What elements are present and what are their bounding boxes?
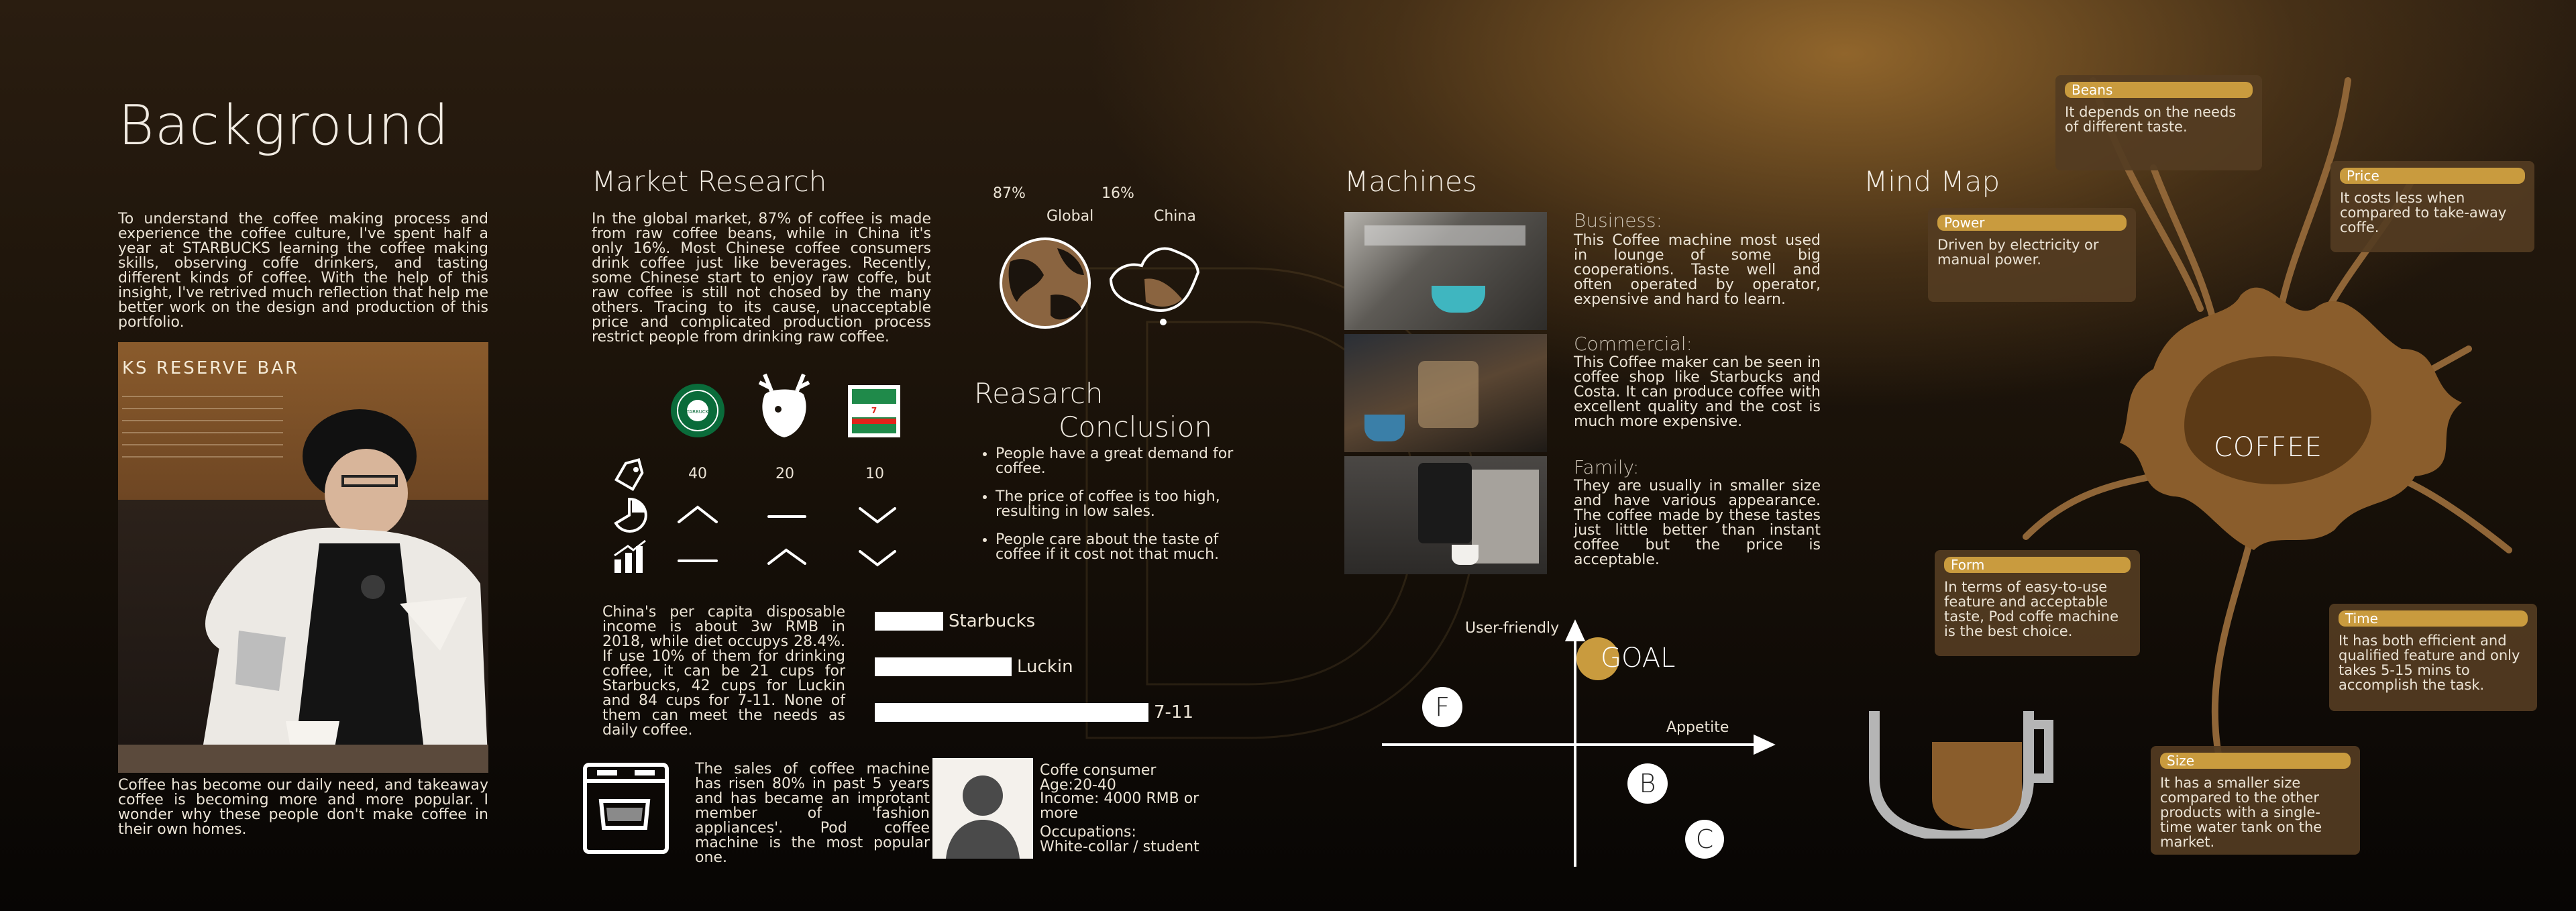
beans-card <box>2055 75 2262 170</box>
coffee-machine-icon <box>581 761 671 856</box>
time-card <box>2329 604 2537 711</box>
globe-icon <box>997 235 1093 331</box>
power-tag: Power <box>1937 215 2127 231</box>
bar-luckin <box>875 657 1012 676</box>
disposable-income-text: China's per capita disposable income is about 3w RMB in 2018, while diet occupys 28.4%. If use 10% of them for drinking coffee, it can be 21 cups for Starbucks, 42 cups for Luckin and 84 cups for 7-11. None of them can meet the needs as daily coffee. <box>602 604 845 739</box>
commercial-machine-photo <box>1344 334 1547 452</box>
price-starbucks: 40 <box>688 466 707 482</box>
research-title: Reasarch <box>974 377 1104 410</box>
consumer-title: Coffe consumer <box>1040 762 1157 779</box>
price-card <box>2330 161 2534 252</box>
china-label: China <box>1154 208 1196 225</box>
beans-tag: Beans <box>2065 82 2253 98</box>
bar-label: 7-11 <box>1154 702 1194 722</box>
y-axis-label: User-friendly <box>1465 620 1560 637</box>
chevron-up-icon <box>769 550 805 564</box>
commercial-title: Commercial: <box>1574 333 1693 355</box>
bar-label: Luckin <box>1017 657 1073 677</box>
beans-text: It depends on the needs of different taste. <box>2065 104 2237 135</box>
coffee-cup-icon <box>1868 704 2062 839</box>
bar-starbucks <box>875 612 943 631</box>
family-title: Family: <box>1574 456 1640 478</box>
marker-b: B <box>1627 763 1668 804</box>
consumer-occupations-label: Occupations: <box>1040 824 1136 841</box>
x-axis-label: Appetite <box>1666 719 1729 736</box>
business-text: This Coffee machine most used in lounge of some big cooperations. Taste well and often operated by operator, expensive and hard to learn. <box>1574 232 1821 308</box>
price-tag-icon <box>609 456 648 495</box>
consumer-occupations: White-collar / student <box>1040 839 1199 855</box>
commercial-text: This Coffee maker can be seen in coffee shop like Starbucks and Costa. It can produce coffee with excellent quality and the cost is much more expensive. <box>1574 354 1821 430</box>
business-title: Business: <box>1574 209 1663 231</box>
luckin-deer-logo <box>751 368 817 441</box>
background-outro: Coffee has become our daily need, and takeaway coffee is becoming more and more popular. I wonder why these people don't make coffee in their own homes. <box>118 777 488 838</box>
pie-chart-icon <box>610 496 648 534</box>
family-machine-photo <box>1344 456 1547 574</box>
chevron-down-icon <box>860 508 895 522</box>
machine-sales-text: The sales of coffee machine has risen 80% in past 5 years and has became an improtant member of 'fashion appliances'. Pod coffee machine is the most popular one. <box>695 761 930 866</box>
coffee-center-label: COFFEE <box>2214 432 2322 463</box>
market-research-title: Market Research <box>592 165 827 198</box>
china-map-icon <box>1104 239 1205 330</box>
barista-figure <box>118 342 488 773</box>
global-percentage: 87% <box>993 185 1026 202</box>
marker-c: C <box>1685 820 1724 859</box>
business-machine-photo <box>1344 212 1547 330</box>
china-percentage: 16% <box>1102 185 1134 202</box>
form-tag: Form <box>1944 557 2131 573</box>
svg-text:STARBUCKS: STARBUCKS <box>684 409 712 415</box>
price-luckin: 20 <box>775 466 794 482</box>
size-text: It has a smaller size compared to the other products with a single-time water tank on the market. <box>2160 775 2322 850</box>
global-label: Global <box>1046 208 1094 225</box>
starbucks-logo <box>669 382 726 439</box>
background-intro: To understand the coffee making process and experience the coffee culture, I've spent half a year at STARBUCKS learning the coffee making skills, observing coffe drinkers, and tasting different kinds of coffee. With the help of this insight, I've retrived much reflection that help me better work on the design and production of this portfolio. <box>118 211 488 331</box>
marker-f: F <box>1422 687 1462 727</box>
chevron-up-icon <box>679 507 716 522</box>
consumer-avatar-icon <box>932 758 1033 859</box>
trend-marks <box>671 503 906 570</box>
price-tag: Price <box>2340 168 2525 184</box>
consumer-age: Age:20-40 <box>1040 777 1116 794</box>
chevron-down-icon <box>860 551 895 565</box>
background-title: Background <box>118 94 449 158</box>
conclusion-item: • People have a great demand for coffee. <box>996 447 1244 476</box>
time-tag: Time <box>2339 610 2528 627</box>
seven-eleven-logo <box>847 384 902 439</box>
power-text: Driven by electricity or manual power. <box>1937 237 2099 268</box>
cups-bar-chart <box>872 604 1221 731</box>
time-text: It has both efficient and qualified feature and only takes 5-15 mins to accomplish the task. <box>2339 633 2520 693</box>
mind-map-title: Mind Map <box>1864 165 2000 198</box>
conclusion-title: Conclusion <box>1059 411 1212 443</box>
goal-label: GOAL <box>1601 643 1676 674</box>
reserve-bar-sign-text: KS RESERVE BAR <box>122 358 300 378</box>
size-tag: Size <box>2160 753 2351 769</box>
size-card <box>2151 746 2360 855</box>
conclusion-item: • People care about the taste of coffee if it cost not that much. <box>996 533 1244 562</box>
price-text: It costs less when compared to take-away coffe. <box>2340 190 2507 235</box>
family-text: They are usually in smaller size and have various appearance. The coffee made by these tastes just little better than instant coffee but the price is acceptable. <box>1574 478 1821 568</box>
price-seven-eleven: 10 <box>865 466 884 482</box>
bar-7-11 <box>875 703 1148 722</box>
consumer-income: Income: 4000 RMB or more <box>1040 790 1199 822</box>
bar-label: Starbucks <box>949 611 1036 631</box>
market-research-text: In the global market, 87% of coffee is made from raw coffee beans, while in China it's only 16%. Most Chinese coffee consumers drink coffee just like beverages. Recently, some Chinese start to enjoy raw coffe, but raw coffee is still not chosed by the many others. Tracing to its cause, unacceptable price and complicated production process restrict people from drinking raw coffee. <box>592 211 931 345</box>
power-card <box>1928 208 2136 302</box>
form-text: In terms of easy-to-use feature and acceptable taste, Pod coffe machine is the best choice. <box>1944 579 2119 639</box>
machines-title: Machines <box>1344 165 1477 198</box>
conclusion-item: • The price of coffee is too high, resulting in low sales. <box>996 490 1244 519</box>
svg-text:7: 7 <box>871 406 877 415</box>
conclusion-list <box>985 447 1244 576</box>
form-card <box>1935 550 2140 656</box>
barista-photo <box>118 342 488 773</box>
bar-chart-icon <box>610 537 649 576</box>
